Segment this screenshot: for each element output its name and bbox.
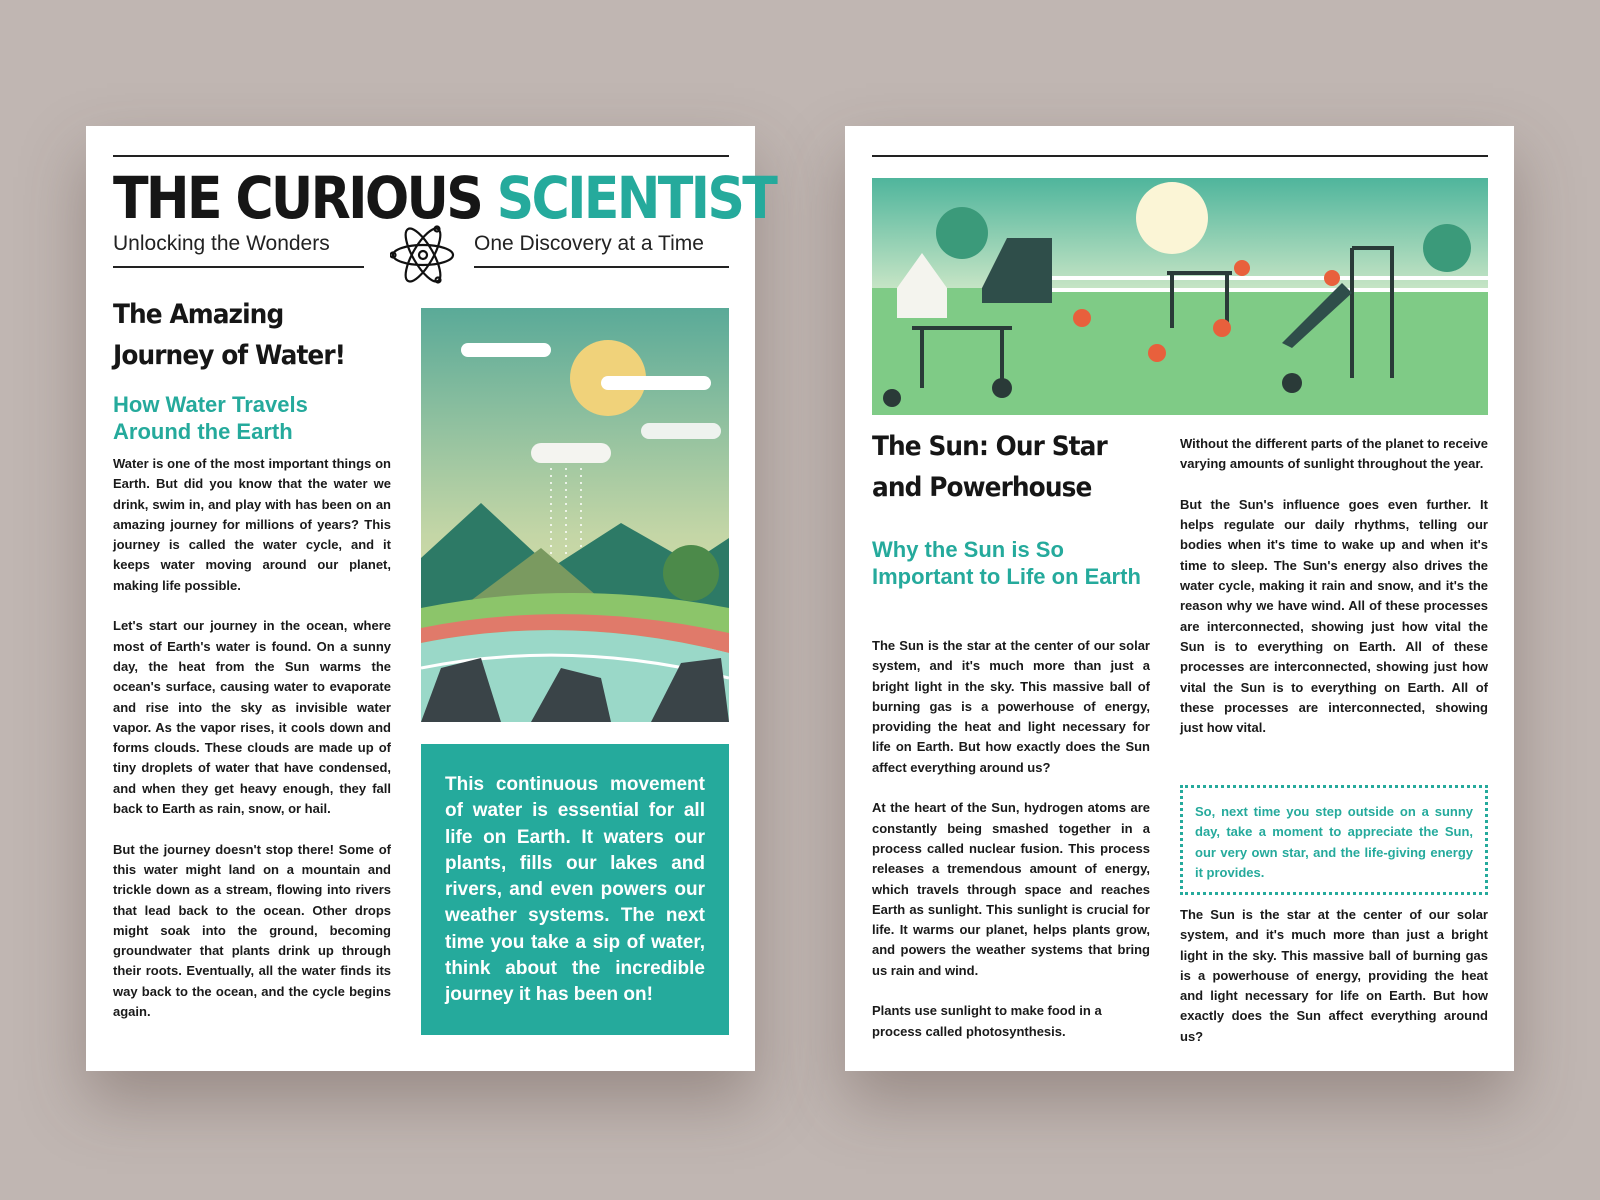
article-body (113, 454, 391, 1043)
tip-box: So, next time you step outside on a sunny day, take a moment to appreciate the Sun, our very own star, and the life-giving energy it provides. (1180, 785, 1488, 895)
water-cycle-illustration (421, 308, 729, 722)
newsletter-page-right (845, 126, 1514, 1071)
callout-box: This continuous movement of water is essential for all life on Earth. It waters our plants, fills our lakes and rivers, and even powers our weather systems. The next time you take a sip of water, think about the incredible journey it has been on! (421, 744, 729, 1035)
article-headline: The Amazing Journey of Water! (113, 299, 346, 371)
top-rule (113, 155, 729, 157)
newsletter-page-left (86, 126, 776, 1071)
article-subheadline: Why the Sun is So Important to Life on Earth (872, 537, 1141, 589)
top-rule (872, 155, 1488, 157)
tagline-right: One Discovery at a Time (474, 232, 704, 255)
paragraph: At the heart of the Sun, hydrogen atoms are constantly being smashed together in a process called nuclear fusion. This process releases a tremendous amount of energy, which travels through space and reaches Earth as sunlight. This sunlight is crucial for life. It warms our planet, helps plants grow, and powers the weather systems that bring us rain and wind. (872, 800, 1150, 978)
atom-icon (390, 224, 456, 286)
paragraph: Plants use sunlight to make food in a process called photosynthesis. (872, 1003, 1102, 1039)
closing-paragraph: The Sun is the star at the center of our solar system, and it's much more than just a bright light in the sky. This massive ball of burning gas is a powerhouse of energy, providing the heat and light necessary for life on Earth. But how exactly does the Sun affect everything around us? (1180, 907, 1488, 1044)
article-body-left (872, 636, 1150, 1062)
masthead-title (113, 164, 775, 232)
article-subheadline: How Water Travels Around the Earth (113, 392, 308, 444)
tagline-rule-right (474, 266, 729, 268)
paragraph: The Sun is the star at the center of our solar system, and it's much more than just a bright light in the sky. This massive ball of burning gas is a powerhouse of energy, providing the heat and light necessary for life on Earth. But how exactly does the Sun affect everything around us? (872, 638, 1150, 775)
paragraph: Water is one of the most important things on Earth. But did you know that the water we drink, swim in, and play with has been on an amazing journey for millions of years? This journey is called the water cycle, and it keeps water moving around our planet, making life possible. (113, 456, 391, 593)
paragraph: But the journey doesn't stop there! Some of this water might land on a mountain and trickle down as a stream, flowing into rivers that lead back to the ocean. Other drops might soak into the ground, becoming groundwater that plants drink up through their roots. Eventually, all the water finds its way back to the ocean, and the cycle begins again. (113, 841, 391, 1020)
tagline-rule-left (113, 266, 364, 268)
title-accent: SCIENTIST (496, 164, 776, 232)
playground-illustration (872, 178, 1488, 415)
article-body-right (1180, 434, 1488, 759)
article-headline: The Sun: Our Star and Powerhouse (872, 431, 1107, 503)
paragraph: Let's start our journey in the ocean, where most of Earth's water is found. On a sunny day, the heat from the Sun warms the ocean's surface, causing water to evaporate and rise into the sky as invisible water vapor. As the vapor rises, it cools down and forms clouds. These clouds are made up of tiny droplets of water that have condensed, and when they get heavy enough, they fall back to Earth as rain, snow, or hail. (113, 618, 391, 817)
title-dark: THE CURIOUS (113, 164, 482, 232)
paragraph: Without the different parts of the planet to receive varying amounts of sunlight throughout the year. (1180, 436, 1488, 472)
paragraph: But the Sun's influence goes even further. It helps regulate our daily rhythms, telling our bodies when it's time to wake up and when it's time to sleep. The Sun's energy also drives the water cycle, making it rain and snow, and it's the reason why we have wind. All of these processes are interconnected, showing just how vital the Sun is to everything on Earth. All of these processes are interconnected, showing just how vital the Sun is to everything on Earth. All of these processes are interconnected, showing just how vital. (1180, 496, 1488, 736)
tagline-left: Unlocking the Wonders (113, 232, 330, 255)
